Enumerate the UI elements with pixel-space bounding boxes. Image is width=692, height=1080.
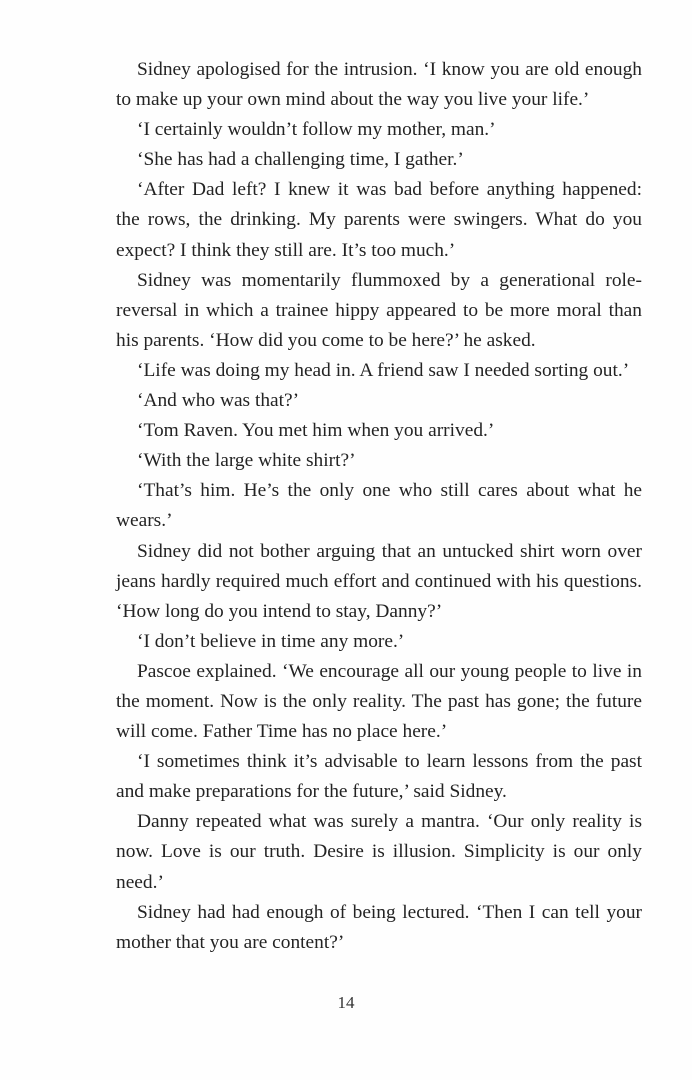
paragraph: Sidney was momentarily flummoxed by a generational role-reversal in which a trainee hippy appeared to be more moral than his parents. ‘How did you come to be here?’ he asked.: [116, 269, 642, 351]
paragraph: ‘Tom Raven. You met him when you arrived.’: [137, 420, 495, 442]
paragraph: Sidney apologised for the intrusion. ‘I know you are old enough to make up your own mind about the way you live your life.’: [116, 59, 642, 111]
paragraph: ‘I don’t believe in time any more.’: [137, 630, 405, 652]
body-text: [116, 55, 642, 958]
paragraph: ‘Life was doing my head in. A friend saw I needed sorting out.’: [137, 359, 630, 381]
paragraph: ‘She has had a challenging time, I gather.’: [137, 149, 464, 171]
paragraph: ‘That’s him. He’s the only one who still cares about what he wears.’: [116, 480, 642, 532]
paragraph: Danny repeated what was surely a mantra. ‘Our only reality is now. Love is our truth. Desire is illusion. Simplicity is our only need.’: [116, 811, 642, 893]
paragraph: ‘I sometimes think it’s advisable to learn lessons from the past and make preparations for the future,’ said Sidney.: [116, 751, 642, 803]
paragraph: ‘I certainly wouldn’t follow my mother, man.’: [137, 119, 496, 141]
paragraph: Sidney had had enough of being lectured. ‘Then I can tell your mother that you are content?’: [116, 901, 642, 953]
paragraph: ‘With the large white shirt?’: [137, 450, 356, 472]
paragraph: ‘And who was that?’: [137, 390, 300, 412]
paragraph: Sidney did not bother arguing that an untucked shirt worn over jeans hardly required much effort and continued with his questions. ‘How long do you intend to stay, Danny?’: [116, 540, 642, 622]
page-number: 14: [337, 993, 355, 1012]
paragraph: Pascoe explained. ‘We encourage all our young people to live in the moment. Now is the only reality. The past has gone; the future will come. Father Time has no place here.’: [116, 660, 642, 743]
paragraph: ‘After Dad left? I knew it was bad before anything happened: the rows, the drinking. My parents were swingers. What do you expect? I think they still are. It’s too much.’: [116, 179, 642, 261]
